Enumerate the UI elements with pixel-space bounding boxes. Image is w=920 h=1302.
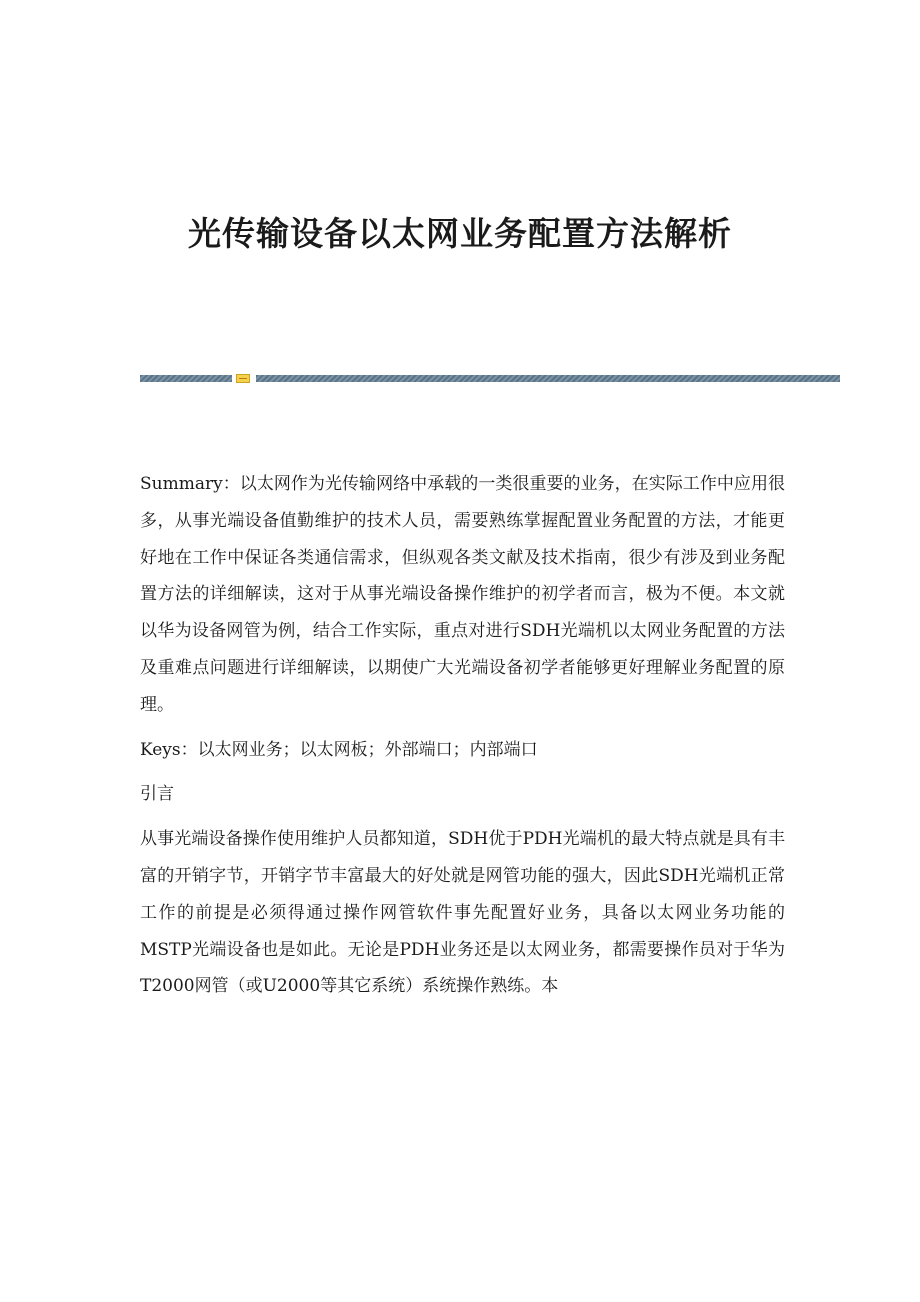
intro-paragraph: 从事光端设备操作使用维护人员都知道，SDH优于PDH光端机的最大特点就是具有丰富的开销字节，开销字节丰富最大的好处就是网管功能的强大，因此SDH光端机正常工作的前提是必须得通过操作网管软件事先配置好业务，具备以太网业务功能的MSTP光端设备也是如此。无论是PDH业务还是以太网业务，都需要操作员对于华为T2000网管（或U2000等其它系统）系统操作熟练。本 bbox=[140, 829, 785, 997]
divider-bar-left bbox=[140, 375, 232, 382]
section-heading-intro: 引言 bbox=[140, 784, 174, 805]
divider-ornament-icon bbox=[236, 374, 250, 383]
page-title: 光传输设备以太网业务配置方法解析 bbox=[188, 214, 732, 253]
title-divider bbox=[140, 374, 840, 383]
summary-paragraph: Summary：以太网作为光传输网络中承载的一类很重要的业务，在实际工作中应用很多，从事光端设备值勤维护的技术人员，需要熟练掌握配置业务配置的方法，才能更好地在工作中保证各类通信需求，但纵观各类文献及技术指南，很少有涉及到业务配置方法的详细解读，这对于从事光端设备操作维护的初学者而言，极为不便。本文就以华为设备网管为例，结合工作实际，重点对进行SDH光端机以太网业务配置的方法及重难点问题进行详细解读，以期使广大光端设备初学者能够更好理解业务配置的原理。 bbox=[140, 474, 785, 715]
divider-bar-right bbox=[256, 375, 840, 382]
keywords-paragraph: Keys：以太网业务；以太网板；外部端口；内部端口 bbox=[140, 739, 538, 760]
document-body bbox=[140, 466, 785, 1013]
